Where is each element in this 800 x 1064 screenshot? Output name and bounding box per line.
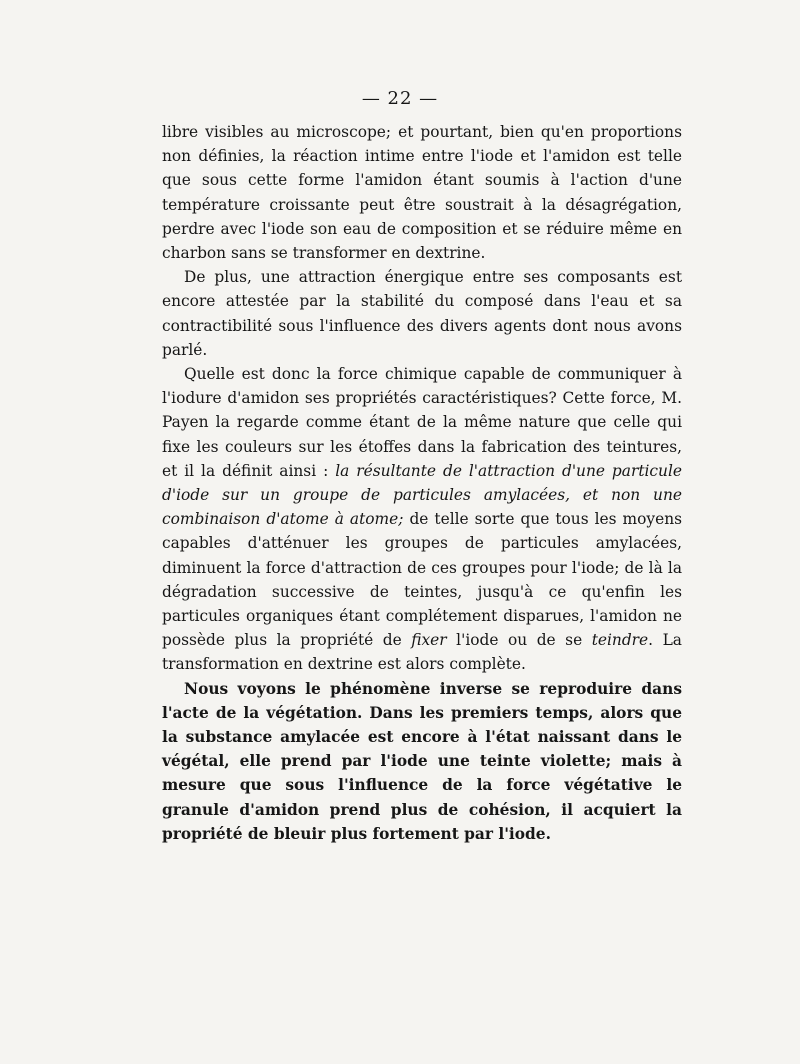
paragraph-3-text-b: de telle sorte que tous les moyens capables d'atténuer les groupes de particules amylacées, diminuent la force d'attraction de ces groupes pour l'iode; de là la dégradation successive de teintes, jusqu'à ce qu'enfin les particules organiques étant complétement disparues, l'amidon ne possède plus la propriété de bbox=[162, 510, 682, 650]
paragraph-3-text-d: . La transformation en dextrine est alors complète. bbox=[162, 631, 682, 674]
paragraph-3-italic-definition: la résultante de l'attraction d'une particule d'iode sur un groupe de particules amylacées, et non une combinaison d'atome à atome; bbox=[162, 461, 682, 529]
paragraph-2: De plus, une attraction énergique entre ses composants est encore attestée par la stabilité du composé dans l'eau et sa contractibilité sous l'influence des divers agents dont nous avons parlé. bbox=[162, 268, 682, 359]
page-number: — 22 — bbox=[361, 88, 439, 109]
paragraph-1: libre visibles au microscope; et pourtant, bien qu'en proportions non définies, la réaction intime entre l'iode et l'amidon est telle que sous cette forme l'amidon étant soumis à l'action d'une température croissante peut être soustrait à la désagrégation, perdre avec l'iode son eau de composition et se réduire même en charbon sans se transformer en dextrine. bbox=[162, 123, 682, 263]
paragraph-3 bbox=[162, 362, 682, 677]
paragraph-3-text-c: l'iode ou de se bbox=[446, 631, 592, 650]
body-text bbox=[162, 120, 682, 846]
paragraph-3-italic-fixer: fixer bbox=[411, 631, 447, 650]
paragraph-4: Nous voyons le phénomène inverse se reproduire dans l'acte de la végétation. Dans les premiers temps, alors que la substance amylacée est encore à l'état naissant dans le végétal, elle prend par l'iode une teinte violette; mais à mesure que sous l'influence de la force végétative le granule d'amidon prend plus de cohésion, il acquiert la propriété de bleuir plus fortement par l'iode. bbox=[162, 679, 682, 843]
paragraph-3-italic-teindre: teindre bbox=[591, 631, 649, 650]
paragraph-3-text-a: Quelle est donc la force chimique capable de communiquer à l'iodure d'amidon ses propriétés caractéristiques? Cette force, M. Payen la regarde comme étant de la même nature que celle qui fixe les couleurs sur les étoffes dans la fabrication des teintures, et il la définit ainsi : bbox=[162, 365, 682, 480]
